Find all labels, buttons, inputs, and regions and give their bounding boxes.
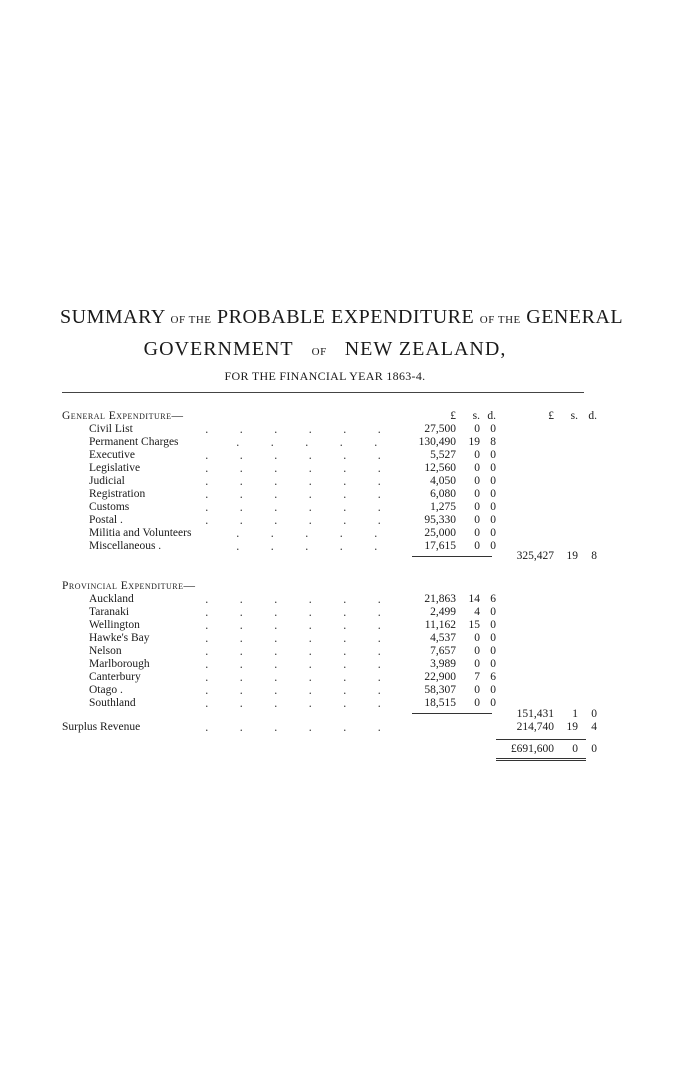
title-part-2: PROBABLE EXPENDITURE (217, 306, 475, 328)
leader-dots: ...... (205, 501, 412, 514)
row-label: Permanent Charges (89, 436, 179, 448)
row-pence: 6 (490, 593, 496, 605)
general-heading: General Expenditure— (62, 410, 184, 422)
row-shillings: 0 (474, 423, 480, 435)
row-shillings: 0 (474, 475, 480, 487)
leader-dots: ...... (205, 514, 412, 527)
row-pence: 0 (490, 475, 496, 487)
row-pound: 1,275 (430, 501, 456, 513)
title-part-3: GENERAL (526, 306, 624, 328)
surplus-pence: 4 (591, 721, 597, 733)
leader-dots: ...... (205, 606, 412, 619)
general-total-pound: 325,427 (516, 550, 554, 562)
row-pence: 0 (490, 540, 496, 552)
row-pound: 27,500 (424, 423, 456, 435)
surplus-pound: 214,740 (516, 721, 554, 733)
row-pound: 4,050 (430, 475, 456, 487)
provincial-total-pound: 151,431 (516, 708, 554, 720)
row-label: Nelson (89, 645, 122, 657)
row-pence: 0 (490, 423, 496, 435)
row-pound: 6,080 (430, 488, 456, 500)
leader-dots: ..... (236, 436, 409, 449)
provincial-total-pence: 0 (591, 708, 597, 720)
header-pound: £ (450, 410, 456, 422)
leader-dots: ...... (205, 619, 412, 632)
row-shillings: 15 (468, 619, 480, 631)
row-pound: 95,330 (424, 514, 456, 526)
leader-dots: ...... (205, 697, 412, 710)
leader-dots: ...... (205, 423, 412, 436)
subtitle: FOR THE FINANCIAL YEAR 1863-4. (224, 369, 426, 383)
leader-dots: ...... (205, 593, 412, 606)
row-pence: 0 (490, 606, 496, 618)
leader-dots: ..... (236, 540, 409, 553)
row-pence: 0 (490, 449, 496, 461)
title-of-1: OF THE (170, 314, 212, 326)
row-shillings: 14 (468, 593, 480, 605)
total-rule-bottom-1 (496, 758, 586, 759)
header-total-shillings: s. (570, 410, 578, 422)
grand-total-shillings: 0 (572, 743, 578, 755)
surplus-label: Surplus Revenue (62, 721, 141, 733)
provincial-total-shillings: 1 (572, 708, 578, 720)
title-line2-b: NEW ZEALAND, (344, 338, 507, 360)
header-pence: d. (487, 410, 496, 422)
provincial-heading: Provincial Expenditure— (62, 580, 196, 592)
row-shillings: 0 (474, 684, 480, 696)
general-total-shillings: 19 (566, 550, 578, 562)
row-pence: 0 (490, 645, 496, 657)
row-pence: 8 (490, 436, 496, 448)
leader-dots: ..... (236, 527, 409, 540)
row-pound: 4,537 (430, 632, 456, 644)
row-pound: 58,307 (424, 684, 456, 696)
row-pound: 18,515 (424, 697, 456, 709)
row-pound: 12,560 (424, 462, 456, 474)
row-pound: 130,490 (418, 436, 456, 448)
row-pence: 0 (490, 527, 496, 539)
header-rule (62, 392, 584, 393)
total-rule-top (496, 739, 586, 740)
row-shillings: 0 (474, 462, 480, 474)
row-pound: 25,000 (424, 527, 456, 539)
row-pence: 0 (490, 501, 496, 513)
row-pence: 0 (490, 632, 496, 644)
leader-dots: ...... (205, 475, 412, 488)
row-shillings: 0 (474, 658, 480, 670)
row-pound: 21,863 (424, 593, 456, 605)
row-label: Otago . (89, 684, 123, 696)
row-label: Judicial (89, 475, 125, 487)
leader-dots: ...... (205, 632, 412, 645)
row-label: Miscellaneous . (89, 540, 162, 552)
title-line-2 (60, 338, 590, 361)
subtotal-rule (412, 556, 492, 557)
row-label: Wellington (89, 619, 140, 631)
row-pound: 3,989 (430, 658, 456, 670)
row-label: Taranaki (89, 606, 130, 618)
row-shillings: 0 (474, 514, 480, 526)
title-part-1: SUMMARY (60, 306, 166, 328)
row-shillings: 0 (474, 449, 480, 461)
row-label: Legislative (89, 462, 141, 474)
row-pence: 0 (490, 488, 496, 500)
row-shillings: 0 (474, 645, 480, 657)
row-pence: 0 (490, 697, 496, 709)
row-pence: 6 (490, 671, 496, 683)
row-label: Auckland (89, 593, 134, 605)
header-total-pound: £ (548, 410, 554, 422)
row-pence: 0 (490, 462, 496, 474)
row-label: Civil List (89, 423, 133, 435)
row-label: Customs (89, 501, 130, 513)
row-pence: 0 (490, 619, 496, 631)
row-pound: 2,499 (430, 606, 456, 618)
row-pound: 17,615 (424, 540, 456, 552)
leader-dots: ...... (205, 645, 412, 658)
row-pence: 0 (490, 684, 496, 696)
row-shillings: 0 (474, 527, 480, 539)
row-label: Canterbury (89, 671, 141, 683)
row-pound: 11,162 (424, 619, 456, 631)
row-shillings: 7 (474, 671, 480, 683)
surplus-shillings: 19 (566, 721, 578, 733)
row-label: Executive (89, 449, 135, 461)
title-line2-of: OF (311, 346, 327, 358)
row-pound: 5,527 (430, 449, 456, 461)
row-pence: 0 (490, 514, 496, 526)
row-shillings: 0 (474, 501, 480, 513)
grand-total-pound: £691,600 (510, 743, 554, 755)
row-pound: 22,900 (424, 671, 456, 683)
leader-dots: ...... (205, 658, 412, 671)
row-pence: 0 (490, 658, 496, 670)
header-total-pence: d. (588, 410, 597, 422)
row-shillings: 19 (468, 436, 480, 448)
total-rule-bottom-2 (496, 760, 586, 761)
row-label: Southland (89, 697, 136, 709)
title-line2-a: GOVERNMENT (143, 338, 294, 360)
leader-dots: ...... (205, 671, 412, 684)
row-shillings: 4 (474, 606, 480, 618)
leader-dots: ...... (205, 449, 412, 462)
title-line-1 (60, 306, 624, 329)
title-of-2: OF THE (479, 314, 521, 326)
header-shillings: s. (472, 410, 480, 422)
leader-dots: ...... (205, 684, 412, 697)
leader-dots: ...... (205, 462, 412, 475)
row-shillings: 0 (474, 632, 480, 644)
row-shillings: 0 (474, 697, 480, 709)
row-label: Registration (89, 488, 146, 500)
row-label: Postal . (89, 514, 123, 526)
row-shillings: 0 (474, 540, 480, 552)
general-total-pence: 8 (591, 550, 597, 562)
subtotal-rule (412, 713, 492, 714)
row-pound: 7,657 (430, 645, 456, 657)
leader-dots: ...... (205, 721, 412, 734)
row-shillings: 0 (474, 488, 480, 500)
row-label: Marlborough (89, 658, 150, 670)
grand-total-pence: 0 (591, 743, 597, 755)
row-label: Hawke's Bay (89, 632, 150, 644)
leader-dots: ...... (205, 488, 412, 501)
row-label: Militia and Volunteers (89, 527, 192, 539)
